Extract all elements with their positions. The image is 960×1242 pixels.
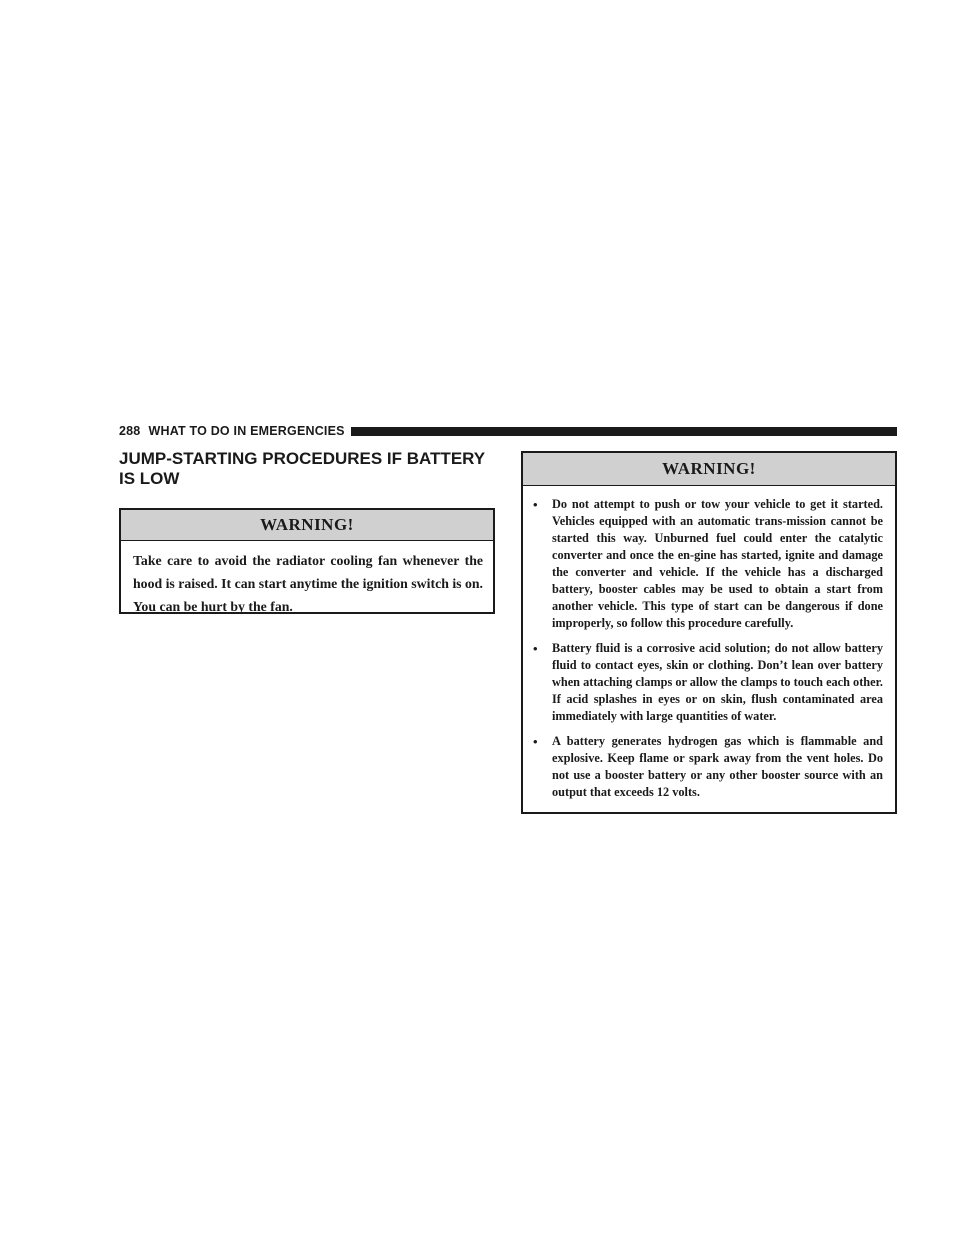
warning-list <box>523 486 895 801</box>
list-item <box>533 640 883 725</box>
list-item <box>533 733 883 801</box>
warning-title: WARNING! <box>523 453 895 486</box>
warning-text: Take care to avoid the radiator cooling fan whenever the hood is raised. It can start anytime the ignition switch is on. You can be hurt by the fan. <box>133 553 483 614</box>
warning-title: WARNING! <box>121 510 493 541</box>
warning-box-fan <box>119 508 495 614</box>
list-item-text: Battery fluid is a corrosive acid solution; do not allow battery fluid to contact eyes, skin or clothing. Don’t lean over battery when attaching clamps or allow the clamps to touch each other. If acid splashes in eyes or on skin, flush contaminated area immediately with large quantities of water. <box>552 641 883 723</box>
bullet-icon: • <box>533 497 538 512</box>
bullet-icon: • <box>533 641 538 656</box>
bullet-icon: • <box>533 734 538 749</box>
warning-box-battery <box>521 451 897 814</box>
section-name: WHAT TO DO IN EMERGENCIES <box>148 424 345 438</box>
page-number: 288 <box>119 424 141 438</box>
list-item-text: A battery generates hydrogen gas which is flammable and explosive. Keep flame or spark away from the vent holes. Do not use a booster battery or any other booster source with an output that exceeds 12 volts. <box>552 734 883 799</box>
list-item <box>533 496 883 632</box>
section-title: JUMP-STARTING PROCEDURES IF BATTERY IS LOW <box>119 449 485 488</box>
page-header <box>119 424 897 438</box>
header-rule <box>351 427 897 436</box>
list-item-text: Do not attempt to push or tow your vehicle to get it started. Vehicles equipped with an automatic trans-mission cannot be started this way. Unburned fuel could enter the catalytic converter and once the en-gine has started, ignite and damage the converter and vehicle. If the vehicle has a discharged battery, booster cables may be used to obtain a start from another vehicle. This type of start can be dangerous if done improperly, so follow this procedure carefully. <box>552 497 883 630</box>
